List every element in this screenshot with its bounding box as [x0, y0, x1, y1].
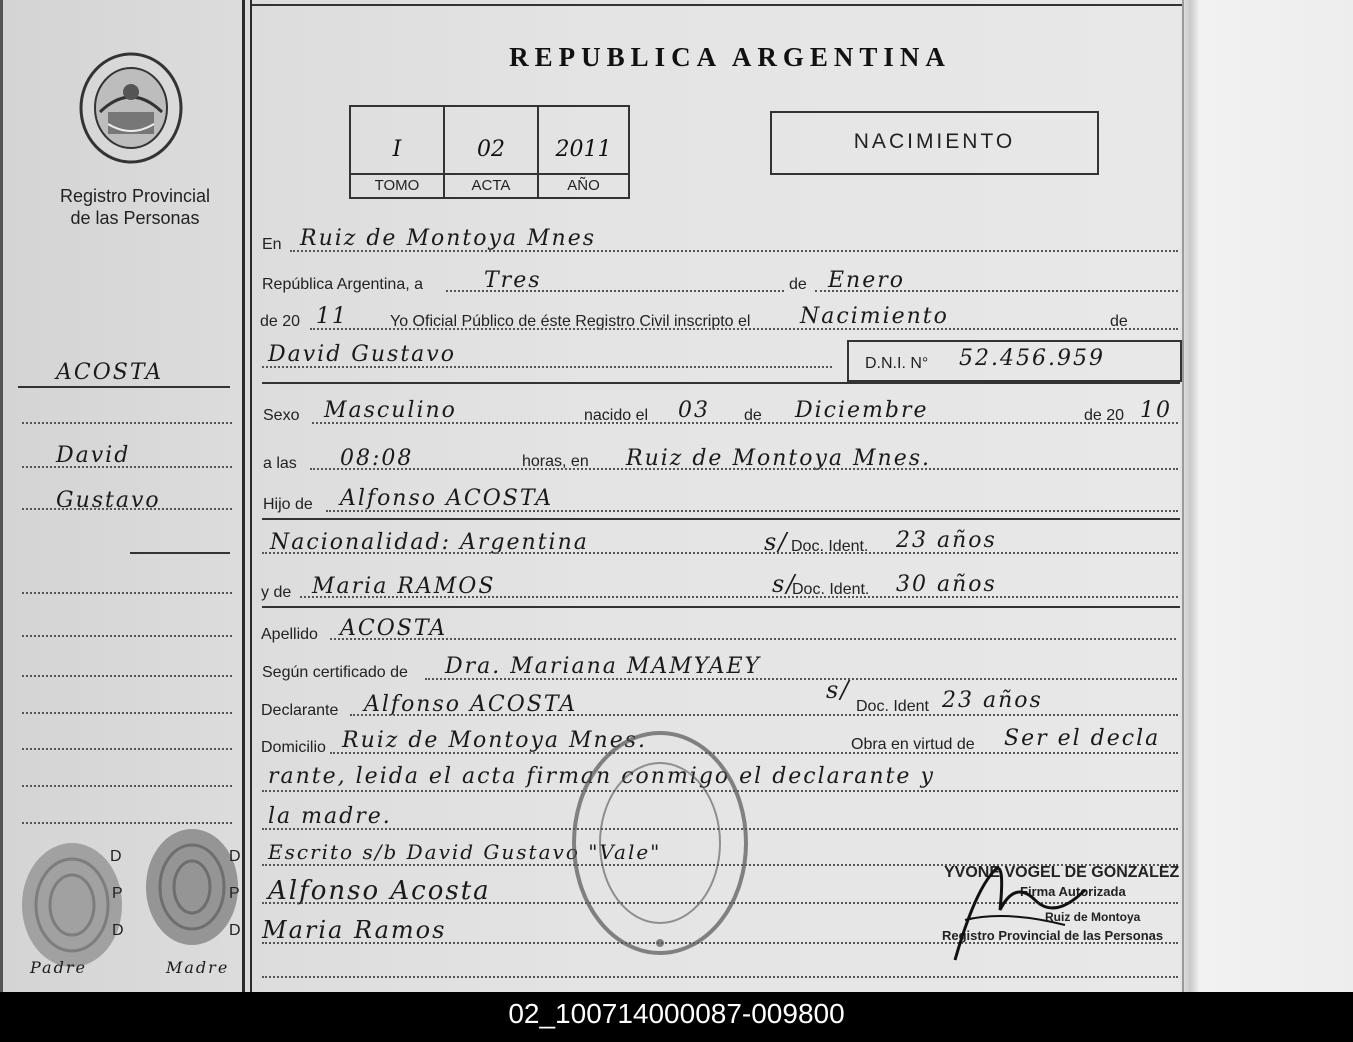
mother-doc-mark: s/	[772, 570, 797, 598]
year-label: de 20	[260, 313, 301, 330]
text-line-2: la madre.	[268, 804, 392, 829]
anio-label: AÑO	[567, 177, 600, 194]
margin-mark: P	[112, 885, 123, 902]
document-type: NACIMIENTO	[853, 130, 1016, 153]
declarant-signature: Alfonso Acosta	[268, 876, 491, 906]
declarante-label: Declarante	[261, 702, 339, 719]
left-column-border	[242, 0, 245, 992]
line-dots	[300, 596, 1178, 598]
declarante-doc-label: Doc. Ident	[856, 698, 929, 715]
margin-dots	[22, 635, 232, 637]
official-signature-icon	[945, 850, 1095, 970]
hora-value: 08:08	[340, 446, 414, 471]
acta-value: 02	[477, 137, 505, 162]
text-line-1: rante, leida el acta firman conmigo el declarante y	[268, 764, 935, 789]
line-dots	[815, 290, 1178, 292]
en-label: En	[262, 236, 282, 253]
nacido-day: 03	[678, 398, 710, 423]
de-label: de	[789, 276, 807, 293]
madre-label: Madre	[166, 958, 230, 977]
father-doc-mark: s/	[764, 528, 789, 556]
margin-mark: D	[112, 922, 124, 939]
top-rule	[252, 4, 1182, 6]
document-type-box	[770, 111, 1099, 175]
margin-dots	[22, 785, 232, 787]
de-label-2: de	[1110, 313, 1128, 330]
margin-dots	[22, 748, 232, 750]
mother-name: Maria RAMOS	[312, 574, 496, 599]
oficial-text: Yo Oficial Público de éste Registro Civil inscripto el	[390, 313, 751, 330]
line-dots	[312, 422, 1178, 424]
official-office: Ruiz de Montoya	[1045, 910, 1141, 924]
nacido-year: 10	[1140, 398, 1172, 423]
declarante-value: Alfonso ACOSTA	[364, 692, 578, 717]
margin-dots	[22, 422, 232, 424]
line-dots	[310, 468, 1178, 470]
section-rule	[262, 382, 1180, 384]
nacido-label: nacido el	[584, 407, 649, 424]
nacido-de-label: de	[744, 407, 762, 424]
sexo-label: Sexo	[263, 407, 300, 424]
dni-label: D.N.I. N°	[865, 355, 929, 372]
dni-box	[847, 340, 1182, 382]
margin-dots	[22, 508, 232, 510]
birth-place: Ruiz de Montoya Mnes.	[626, 446, 932, 471]
anio-cell	[539, 107, 628, 197]
margin-mark: D	[229, 848, 241, 865]
margin-name-1: David	[56, 443, 131, 468]
acta-label: ACTA	[471, 177, 511, 194]
tomo-cell	[351, 107, 445, 197]
margin-mark: P	[229, 885, 240, 902]
left-column-border-inner	[250, 0, 252, 992]
father-doc-label: Doc. Ident.	[791, 538, 869, 555]
margin-surname: ACOSTA	[56, 360, 164, 385]
child-name: David Gustavo	[268, 342, 456, 367]
section-rule	[262, 518, 1180, 520]
father-doc-value: 23 años	[896, 528, 997, 553]
padre-label: Padre	[30, 958, 87, 977]
line-dots	[330, 638, 1176, 640]
left-edge	[0, 0, 3, 992]
tomo-label: TOMO	[374, 177, 420, 194]
day-value: Tres	[484, 268, 542, 293]
official-stamp-icon	[570, 728, 750, 958]
alas-label: a las	[263, 455, 297, 472]
line-dots	[262, 552, 1178, 554]
anio-value: 2011	[555, 137, 612, 162]
registry-line-1: Registro Provincial	[59, 186, 211, 206]
declarante-doc-mark: s/	[826, 676, 851, 704]
margin-rule	[130, 552, 230, 554]
mother-doc-value: 30 años	[896, 572, 997, 597]
domicilio-value: Ruiz de Montoya Mnes.	[342, 728, 648, 753]
declarante-doc-value: 23 años	[942, 688, 1043, 713]
segun-label: Según certificado de	[262, 664, 408, 681]
official-registry: Registro Provincial de las Personas	[942, 928, 1164, 943]
margin-name-2: Gustavo	[56, 488, 161, 513]
month-value: Enero	[828, 268, 906, 293]
line-dots	[446, 290, 784, 292]
tomo-value: I	[392, 137, 402, 162]
line-dots	[262, 366, 832, 368]
domicilio-label: Domicilio	[261, 739, 326, 756]
record-box-divider	[351, 173, 628, 175]
text-line-3: Escrito s/b David Gustavo "Vale"	[268, 840, 662, 864]
section-rule	[262, 606, 1180, 608]
certificate-issuer: Dra. Mariana MAMYAEY	[445, 654, 762, 679]
margin-dots	[22, 675, 232, 677]
year-value: 11	[316, 304, 348, 329]
line-dots	[326, 510, 1178, 512]
dni-value: 52.456.959	[959, 346, 1105, 371]
fingerprints-icon	[12, 825, 242, 975]
yde-label: y de	[261, 584, 292, 601]
line-dots	[425, 678, 1177, 680]
margin-dots	[22, 466, 232, 468]
father-name: Alfonso ACOSTA	[340, 486, 554, 511]
margin-mark: D	[110, 848, 122, 865]
provincial-seal-icon	[78, 52, 184, 164]
place-value: Ruiz de Montoya Mnes	[300, 226, 597, 251]
republica-label: República Argentina, a	[262, 276, 423, 293]
official-role: Firma Autorizada	[1020, 884, 1126, 899]
sexo-value: Masculino	[324, 398, 457, 423]
line-dots	[262, 976, 1178, 978]
margin-dots	[22, 592, 232, 594]
obra-label: Obra en virtud de	[851, 736, 975, 753]
apellido-value: ACOSTA	[340, 616, 448, 641]
registry-line-2: de las Personas	[70, 208, 200, 228]
line-dots	[290, 250, 1178, 252]
father-nationality: Nacionalidad: Argentina	[270, 530, 589, 555]
mother-doc-label: Doc. Ident.	[792, 581, 870, 598]
margin-mark: D	[229, 922, 241, 939]
hijo-label: Hijo de	[263, 496, 313, 513]
official-name: YVONE VOGEL DE GONZALEZ	[944, 864, 1180, 881]
line-dots	[330, 752, 1178, 754]
margin-dots	[22, 822, 232, 824]
line-dots	[350, 714, 1178, 716]
margin-dots	[22, 712, 232, 714]
acta-cell	[445, 107, 539, 197]
document-title: REPUBLICA ARGENTINA	[509, 42, 951, 72]
scan-code: 02_100714000087-009800	[0, 992, 1353, 1042]
page-edge	[1182, 0, 1184, 992]
inscription-value: Nacimiento	[800, 304, 949, 329]
obra-value: Ser el decla	[1004, 726, 1161, 751]
nacido-month: Diciembre	[795, 398, 929, 423]
record-box	[349, 105, 630, 199]
horas-label: horas, en	[522, 453, 589, 470]
margin-rule	[18, 386, 230, 388]
line-dots	[310, 328, 1178, 330]
apellido-label: Apellido	[261, 626, 318, 643]
nacido-year-label: de 20	[1084, 407, 1125, 424]
mother-signature: Maria Ramos	[262, 916, 447, 944]
